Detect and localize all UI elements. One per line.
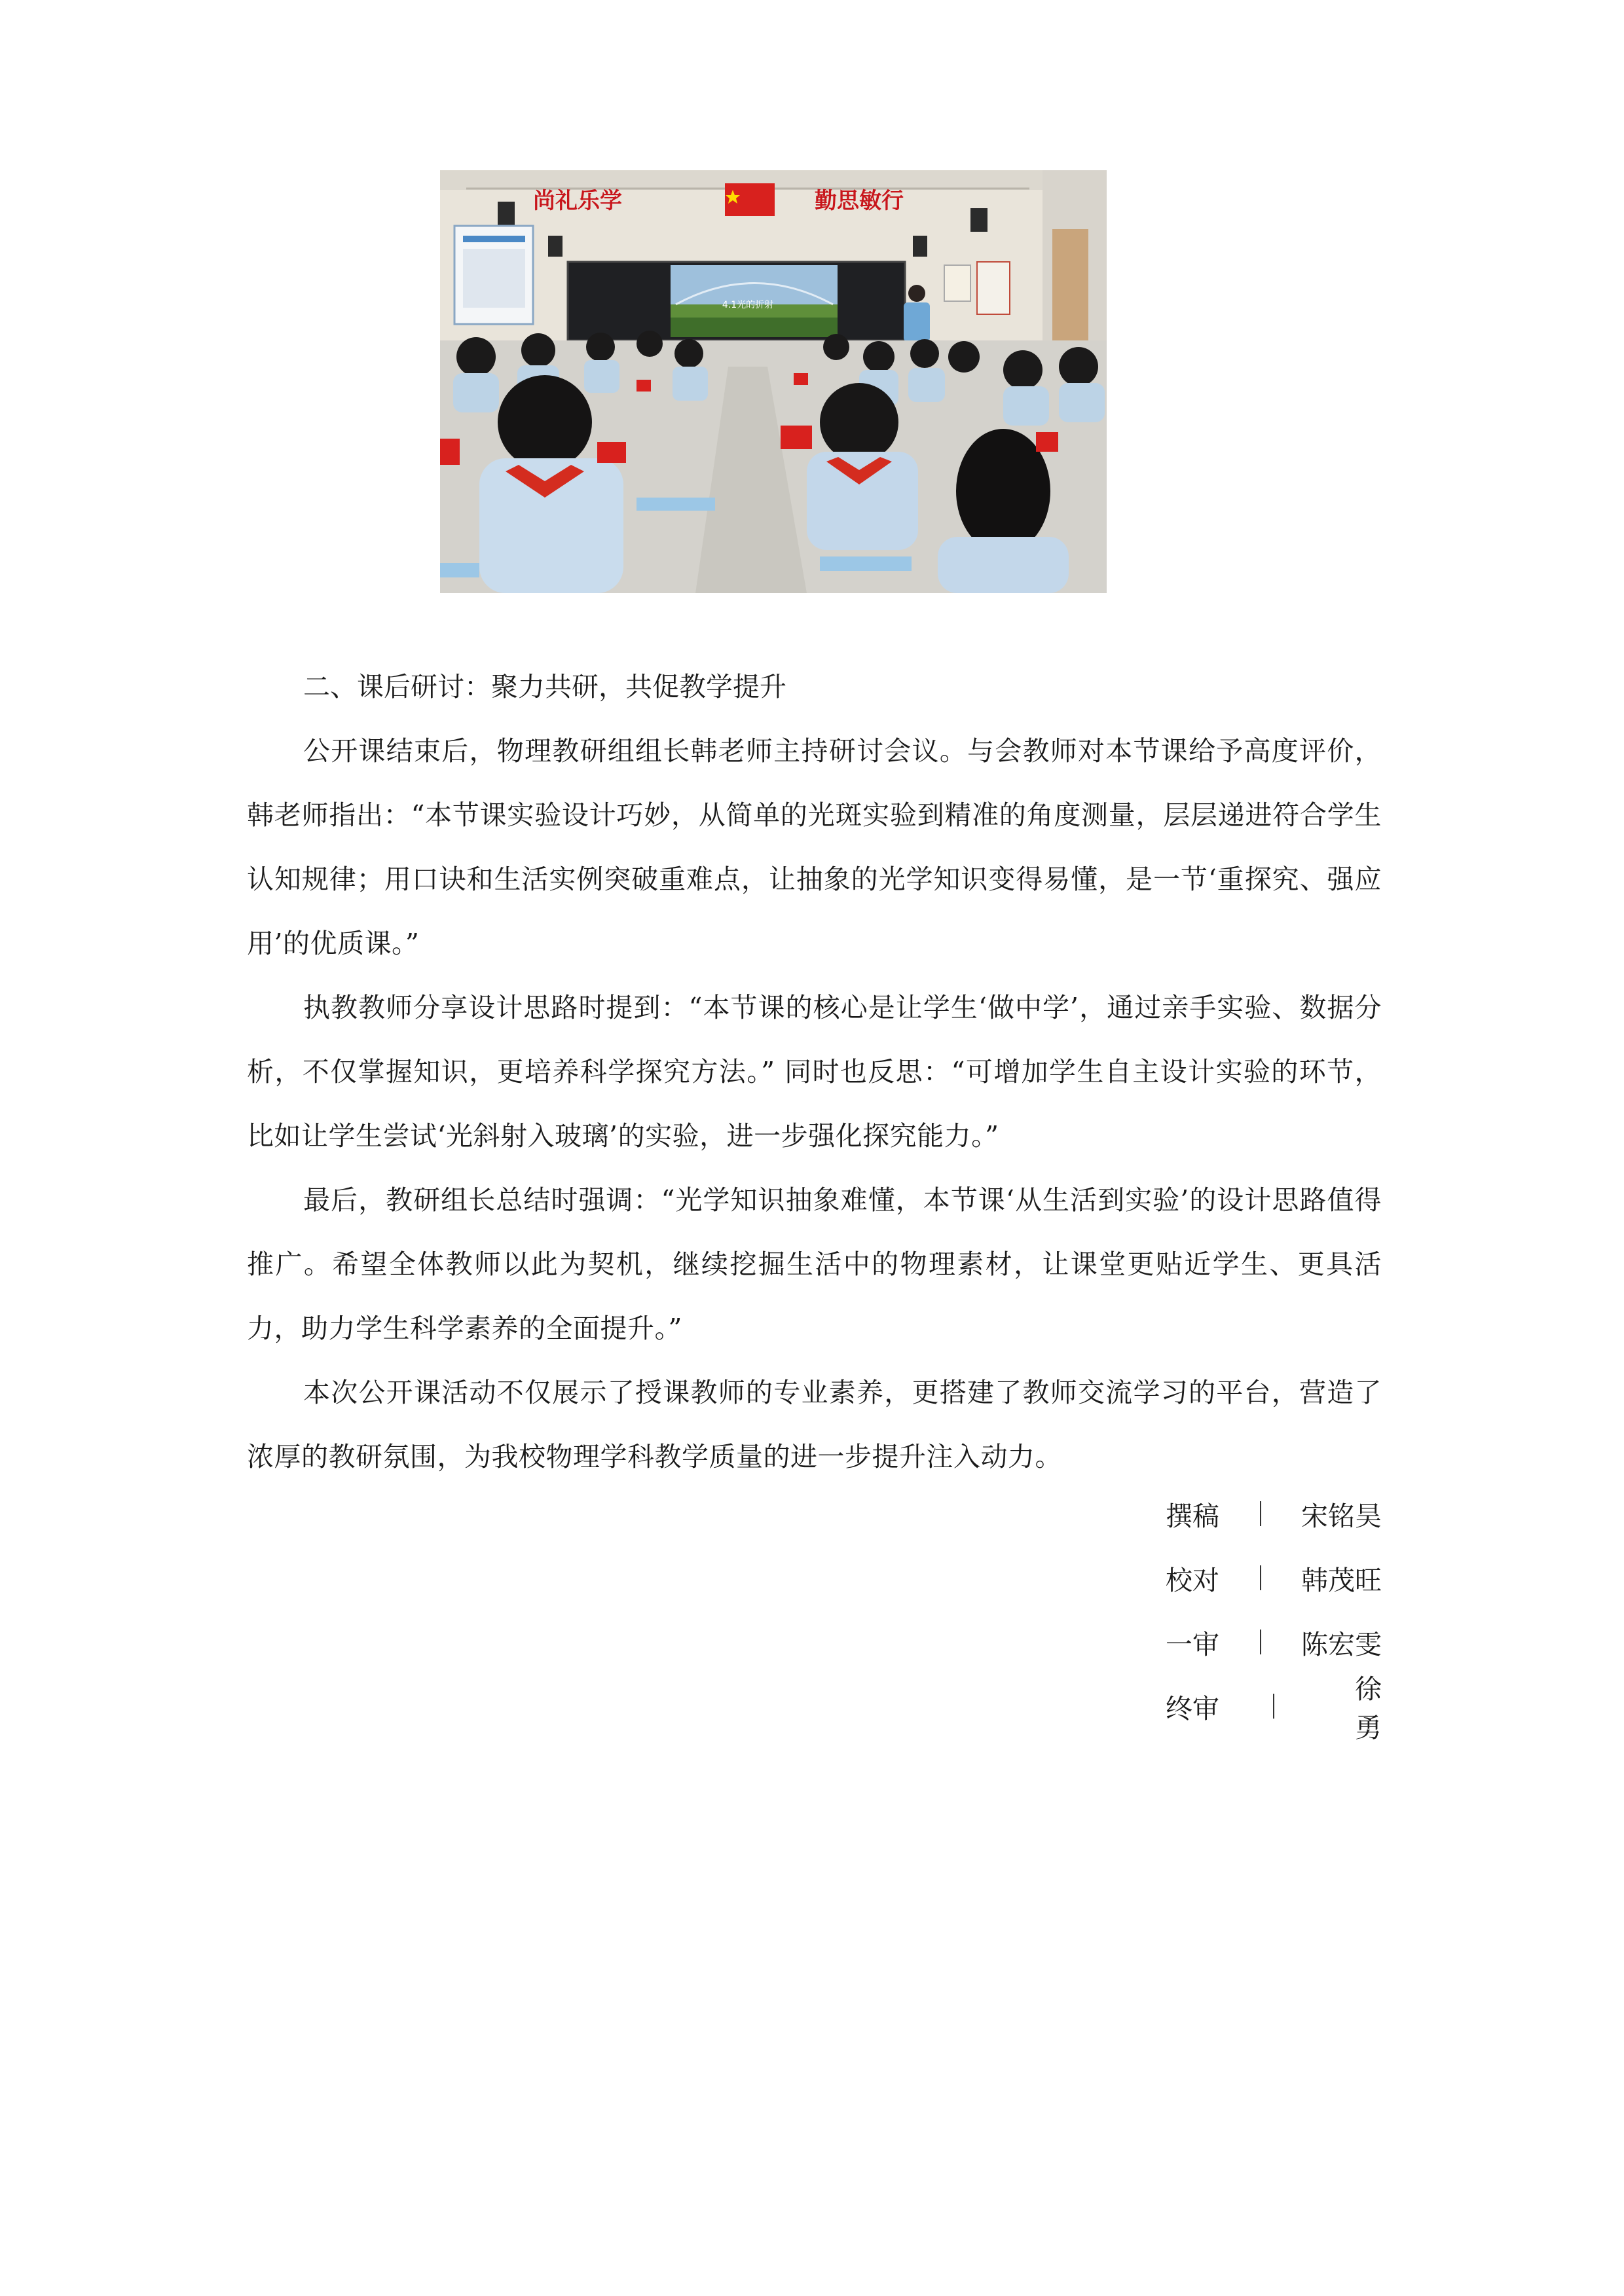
wall-flag: [725, 183, 775, 216]
credit-row-final-review: [1166, 1673, 1408, 1743]
paragraph-2: 执教教师分享设计思路时提到：“本节课的核心是让学生‘做中学’，通过亲手实验、数据分析，不仅掌握知识，更培养科学探究方法。” 同时也反思：“可增加学生自主设计实验的环节，比如让学生尝试‘光斜射入玻璃’的实验，进一步强化探究能力。”: [247, 992, 1382, 1152]
credit-role: 终审: [1166, 1692, 1219, 1724]
projector-screen: [671, 265, 838, 337]
credit-name: 徐勇: [1355, 1673, 1408, 1743]
credit-divider: [1273, 1694, 1274, 1719]
credit-role: 撰稿: [1166, 1500, 1219, 1532]
credit-name: 韩茂旺: [1301, 1564, 1382, 1596]
credit-divider: [1260, 1565, 1261, 1590]
credit-name: 宋铭昊: [1301, 1500, 1382, 1532]
credits-block: [1166, 1482, 1408, 1743]
credit-row-writer: [1166, 1482, 1382, 1546]
banner-right-text: 勤思敏行: [815, 188, 904, 214]
credit-divider: [1260, 1501, 1261, 1526]
paragraph-1: 公开课结束后，物理教研组组长韩老师主持研讨会议。与会教师对本节课给予高度评价，韩老师指出：“本节课实验设计巧妙，从简单的光斑实验到精准的角度测量，层层递进符合学生认知规律；用口诀和生活实例突破重难点，让抽象的光学知识变得易懂，是一节‘重探究、强应用’的优质课。”: [247, 735, 1382, 959]
credit-name: 陈宏雯: [1301, 1628, 1382, 1660]
paragraph-4: 本次公开课活动不仅展示了授课教师的专业素养，更搭建了教师交流学习的平台，营造了浓厚的教研氛围，为我校物理学科教学质量的进一步提升注入动力。: [247, 1377, 1382, 1472]
credit-role: 一审: [1166, 1628, 1219, 1660]
article-body: [247, 655, 1382, 1489]
banner-left-text: 尚礼乐学: [533, 188, 622, 214]
classroom-photo: [440, 170, 1107, 593]
credit-row-first-review: [1166, 1610, 1382, 1674]
paragraph-3: 最后，教研组长总结时强调：“光学知识抽象难懂，本节课‘从生活到实验’的设计思路值得推广。希望全体教师以此为契机，继续挖掘生活中的物理素材，让课堂更贴近学生、更具活力，助力学生科学素养的全面提升。”: [247, 1184, 1382, 1344]
credit-divider: [1260, 1630, 1261, 1654]
section-heading: 二、课后研讨：聚力共研，共促教学提升: [303, 671, 786, 702]
credit-row-proofreader: [1166, 1546, 1382, 1610]
credit-role: 校对: [1166, 1564, 1219, 1596]
screen-caption: 4.1光的折射: [722, 300, 774, 310]
